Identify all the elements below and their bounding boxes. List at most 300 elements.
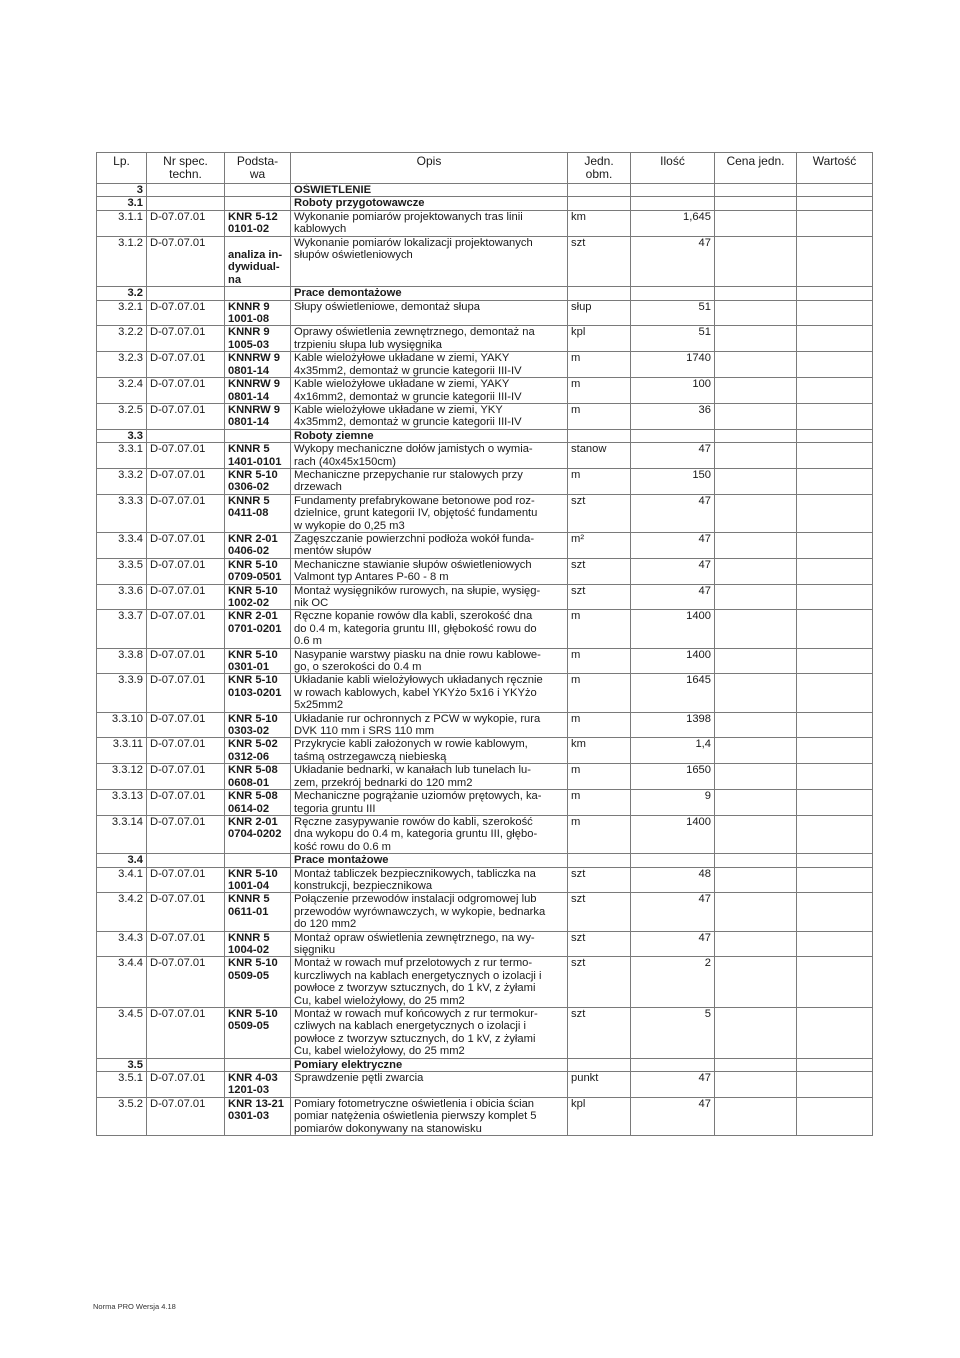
item-podstawa: KNR 5-10 0509-05 — [225, 1008, 291, 1059]
item-ilosc: 47 — [631, 893, 715, 931]
item-cena — [715, 712, 797, 738]
item-ilosc: 100 — [631, 378, 715, 404]
item-ilosc: 1,645 — [631, 210, 715, 236]
section-row — [97, 1058, 873, 1071]
section-ilosc-empty — [631, 197, 715, 210]
item-wartosc — [797, 1008, 873, 1059]
item-opis: Zagęszczanie powierzchni podłoża wokół funda- mentów słupów — [291, 532, 568, 558]
section-jedn-empty — [568, 184, 631, 197]
table-row — [97, 326, 873, 352]
item-ilosc: 1398 — [631, 712, 715, 738]
section-nr-empty — [147, 287, 225, 300]
item-jedn: m — [568, 712, 631, 738]
item-podstawa: KNR 5-08 0608-01 — [225, 764, 291, 790]
item-ilosc: 1650 — [631, 764, 715, 790]
item-cena — [715, 815, 797, 853]
item-jedn: słup — [568, 300, 631, 326]
item-jedn: szt — [568, 1008, 631, 1059]
item-podstawa: KNR 5-10 0103-0201 — [225, 674, 291, 712]
item-lp: 3.5.2 — [97, 1097, 147, 1135]
table-row — [97, 893, 873, 931]
header-nr-spec: Nr spec. techn. — [147, 153, 225, 184]
item-ilosc: 150 — [631, 468, 715, 494]
header-jedn: Jedn. obm. — [568, 153, 631, 184]
item-opis: Sprawdzenie pętli zwarcia — [291, 1072, 568, 1098]
section-ilosc-empty — [631, 1058, 715, 1071]
item-jedn: m — [568, 674, 631, 712]
item-podstawa: analiza in- dywidual- na — [225, 236, 291, 287]
item-ilosc: 47 — [631, 584, 715, 610]
item-cena — [715, 494, 797, 532]
item-ilosc: 47 — [631, 931, 715, 957]
section-cena-empty — [715, 197, 797, 210]
table-row — [97, 584, 873, 610]
section-number: 3.4 — [97, 854, 147, 867]
section-nr-empty — [147, 854, 225, 867]
item-jedn: m — [568, 815, 631, 853]
item-wartosc — [797, 893, 873, 931]
item-lp: 3.3.3 — [97, 494, 147, 532]
item-cena — [715, 236, 797, 287]
item-lp: 3.3.5 — [97, 558, 147, 584]
section-nr-empty — [147, 429, 225, 442]
item-lp: 3.3.6 — [97, 584, 147, 610]
item-wartosc — [797, 378, 873, 404]
item-opis: Ręczne kopanie rowów dla kabli, szerokość dna do 0.4 m, kategoria gruntu III, głębokość rowu do 0.6 m — [291, 610, 568, 648]
section-jedn-empty — [568, 287, 631, 300]
item-cena — [715, 403, 797, 429]
table-row — [97, 236, 873, 287]
item-cena — [715, 867, 797, 893]
section-nr-empty — [147, 197, 225, 210]
item-opis: Mechaniczne przepychanie rur stalowych przy drzewach — [291, 468, 568, 494]
item-lp: 3.2.5 — [97, 403, 147, 429]
item-ilosc: 51 — [631, 300, 715, 326]
item-ilosc: 47 — [631, 1072, 715, 1098]
item-lp: 3.1.1 — [97, 210, 147, 236]
item-nr-spec: D-07.07.01 — [147, 957, 225, 1008]
item-opis: Wykonanie pomiarów projektowanych tras linii kablowych — [291, 210, 568, 236]
item-wartosc — [797, 648, 873, 674]
item-wartosc — [797, 494, 873, 532]
section-podstawa-empty — [225, 854, 291, 867]
item-cena — [715, 610, 797, 648]
section-row — [97, 184, 873, 197]
section-jedn-empty — [568, 854, 631, 867]
section-title: Roboty ziemne — [291, 429, 568, 442]
item-jedn: m — [568, 378, 631, 404]
item-wartosc — [797, 443, 873, 469]
section-cena-empty — [715, 1058, 797, 1071]
item-podstawa: KNNR 5 0411-08 — [225, 494, 291, 532]
section-number: 3.3 — [97, 429, 147, 442]
table-row — [97, 352, 873, 378]
item-lp: 3.3.7 — [97, 610, 147, 648]
item-cena — [715, 532, 797, 558]
item-opis: Oprawy oświetlenia zewnętrznego, demontaż na trzpieniu słupa lub wysięgnika — [291, 326, 568, 352]
item-opis: Mechaniczne pogrążanie uziomów prętowych, ka- tegoria gruntu III — [291, 790, 568, 816]
table-row — [97, 790, 873, 816]
item-podstawa: KNR 5-02 0312-06 — [225, 738, 291, 764]
item-podstawa: KNNR 5 1004-02 — [225, 931, 291, 957]
item-ilosc: 1740 — [631, 352, 715, 378]
header-ilosc: Ilość — [631, 153, 715, 184]
item-podstawa: KNR 5-10 0509-05 — [225, 957, 291, 1008]
item-opis: Układanie rur ochronnych z PCW w wykopie, rura DVK 110 mm i SRS 110 mm — [291, 712, 568, 738]
item-opis: Fundamenty prefabrykowane betonowe pod roz- dzielnice, grunt kategorii IV, objętość fundamentu w wykopie do 0,25 m3 — [291, 494, 568, 532]
item-podstawa: KNR 5-10 0306-02 — [225, 468, 291, 494]
item-ilosc: 51 — [631, 326, 715, 352]
section-cena-empty — [715, 854, 797, 867]
item-wartosc — [797, 300, 873, 326]
item-jedn: m — [568, 610, 631, 648]
section-podstawa-empty — [225, 184, 291, 197]
section-nr-empty — [147, 184, 225, 197]
section-wartosc-empty — [797, 854, 873, 867]
item-opis: Nasypanie warstwy piasku na dnie rowu kablowe- go, o szerokości do 0.4 m — [291, 648, 568, 674]
item-nr-spec: D-07.07.01 — [147, 648, 225, 674]
item-opis: Kable wielożyłowe układane w ziemi, YKY 4x35mm2, demontaż w gruncie kategorii III-IV — [291, 403, 568, 429]
item-cena — [715, 764, 797, 790]
item-cena — [715, 1072, 797, 1098]
section-row — [97, 854, 873, 867]
item-jedn: m — [568, 468, 631, 494]
section-cena-empty — [715, 184, 797, 197]
item-lp: 3.2.1 — [97, 300, 147, 326]
section-title: Prace montażowe — [291, 854, 568, 867]
section-number: 3.2 — [97, 287, 147, 300]
item-cena — [715, 1097, 797, 1135]
item-opis: Przykrycie kabli założonych w rowie kablowym, taśmą ostrzegawczą niebieską — [291, 738, 568, 764]
item-opis: Ręczne zasypywanie rowów do kabli, szerokość dna wykopu do 0.4 m, kategoria gruntu III, głębo- kość rowu do 0.6 m — [291, 815, 568, 853]
item-jedn: szt — [568, 931, 631, 957]
item-nr-spec: D-07.07.01 — [147, 815, 225, 853]
item-podstawa: KNR 5-10 0301-01 — [225, 648, 291, 674]
section-cena-empty — [715, 287, 797, 300]
item-cena — [715, 648, 797, 674]
cost-estimate-table — [96, 152, 873, 1136]
item-cena — [715, 1008, 797, 1059]
item-podstawa: KNR 13-21 0301-03 — [225, 1097, 291, 1135]
item-podstawa: KNR 5-12 0101-02 — [225, 210, 291, 236]
item-wartosc — [797, 815, 873, 853]
item-opis: Układanie bednarki, w kanałach lub tunelach lu- zem, przekrój bednarki do 120 mm2 — [291, 764, 568, 790]
item-wartosc — [797, 738, 873, 764]
item-wartosc — [797, 468, 873, 494]
item-opis: Wykonanie pomiarów lokalizacji projektowanych słupów oświetleniowych — [291, 236, 568, 287]
item-nr-spec: D-07.07.01 — [147, 403, 225, 429]
section-title: Pomiary elektryczne — [291, 1058, 568, 1071]
item-ilosc: 2 — [631, 957, 715, 1008]
item-podstawa: KNR 5-10 0709-0501 — [225, 558, 291, 584]
item-nr-spec: D-07.07.01 — [147, 210, 225, 236]
header-wartosc: Wartość — [797, 153, 873, 184]
item-lp: 3.3.8 — [97, 648, 147, 674]
item-podstawa: KNR 4-03 1201-03 — [225, 1072, 291, 1098]
section-row — [97, 429, 873, 442]
item-ilosc: 47 — [631, 532, 715, 558]
header-podstawa: Podsta- wa — [225, 153, 291, 184]
item-opis: Montaż opraw oświetlenia zewnętrznego, na wy- sięgniku — [291, 931, 568, 957]
item-jedn: m — [568, 403, 631, 429]
item-nr-spec: D-07.07.01 — [147, 867, 225, 893]
table-row — [97, 468, 873, 494]
item-nr-spec: D-07.07.01 — [147, 1072, 225, 1098]
software-footer: Norma PRO Wersja 4.18 — [93, 1302, 176, 1311]
section-podstawa-empty — [225, 429, 291, 442]
section-row — [97, 287, 873, 300]
item-wartosc — [797, 236, 873, 287]
item-nr-spec: D-07.07.01 — [147, 610, 225, 648]
item-podstawa: KNR 5-10 0303-02 — [225, 712, 291, 738]
item-podstawa: KNNR 5 0611-01 — [225, 893, 291, 931]
section-cena-empty — [715, 429, 797, 442]
item-lp: 3.4.2 — [97, 893, 147, 931]
table-row — [97, 931, 873, 957]
item-ilosc: 47 — [631, 1097, 715, 1135]
item-jedn: km — [568, 210, 631, 236]
table-row — [97, 815, 873, 853]
item-cena — [715, 893, 797, 931]
item-lp: 3.3.1 — [97, 443, 147, 469]
item-lp: 3.3.10 — [97, 712, 147, 738]
section-wartosc-empty — [797, 287, 873, 300]
item-cena — [715, 674, 797, 712]
table-row — [97, 1097, 873, 1135]
item-jedn: szt — [568, 558, 631, 584]
item-cena — [715, 210, 797, 236]
item-jedn: szt — [568, 867, 631, 893]
section-number: 3.1 — [97, 197, 147, 210]
item-nr-spec: D-07.07.01 — [147, 712, 225, 738]
item-wartosc — [797, 1097, 873, 1135]
item-podstawa: KNNRW 9 0801-14 — [225, 403, 291, 429]
item-podstawa: KNR 2-01 0704-0202 — [225, 815, 291, 853]
item-podstawa: KNNRW 9 0801-14 — [225, 352, 291, 378]
item-wartosc — [797, 1072, 873, 1098]
section-ilosc-empty — [631, 429, 715, 442]
item-ilosc: 9 — [631, 790, 715, 816]
item-nr-spec: D-07.07.01 — [147, 931, 225, 957]
item-opis: Kable wielożyłowe układane w ziemi, YAKY 4x16mm2, demontaż w gruncie kategorii III-IV — [291, 378, 568, 404]
section-ilosc-empty — [631, 287, 715, 300]
item-jedn: kpl — [568, 1097, 631, 1135]
table-row — [97, 443, 873, 469]
table-row — [97, 300, 873, 326]
table-row — [97, 712, 873, 738]
item-nr-spec: D-07.07.01 — [147, 378, 225, 404]
table-row — [97, 403, 873, 429]
item-ilosc: 47 — [631, 443, 715, 469]
item-podstawa: KNR 5-10 1001-04 — [225, 867, 291, 893]
item-wartosc — [797, 957, 873, 1008]
item-wartosc — [797, 326, 873, 352]
item-nr-spec: D-07.07.01 — [147, 558, 225, 584]
item-podstawa: KNR 2-01 0406-02 — [225, 532, 291, 558]
item-podstawa: KNNR 9 1005-03 — [225, 326, 291, 352]
table-row — [97, 674, 873, 712]
item-opis: Montaż w rowach muf końcowych z rur termokur- czliwych na kablach energetycznych o izolacji i powłoce z tworzyw sztucznych, do 1 kV, z żyłami Cu, kabel wielożyłowy, do 25 mm2 — [291, 1008, 568, 1059]
item-cena — [715, 738, 797, 764]
table-row — [97, 210, 873, 236]
section-wartosc-empty — [797, 197, 873, 210]
item-lp: 3.4.4 — [97, 957, 147, 1008]
item-cena — [715, 957, 797, 1008]
item-ilosc: 47 — [631, 558, 715, 584]
section-title: Prace demontażowe — [291, 287, 568, 300]
item-nr-spec: D-07.07.01 — [147, 352, 225, 378]
item-lp: 3.3.2 — [97, 468, 147, 494]
item-ilosc: 1400 — [631, 815, 715, 853]
item-lp: 3.4.3 — [97, 931, 147, 957]
item-podstawa: KNNR 5 1401-0101 — [225, 443, 291, 469]
item-wartosc — [797, 867, 873, 893]
header-cena: Cena jedn. — [715, 153, 797, 184]
table-row — [97, 957, 873, 1008]
item-cena — [715, 584, 797, 610]
item-ilosc: 1400 — [631, 610, 715, 648]
item-ilosc: 36 — [631, 403, 715, 429]
item-wartosc — [797, 210, 873, 236]
section-wartosc-empty — [797, 1058, 873, 1071]
section-jedn-empty — [568, 197, 631, 210]
item-wartosc — [797, 352, 873, 378]
item-jedn: szt — [568, 236, 631, 287]
item-opis: Słupy oświetleniowe, demontaż słupa — [291, 300, 568, 326]
section-row — [97, 197, 873, 210]
item-wartosc — [797, 610, 873, 648]
item-jedn: szt — [568, 957, 631, 1008]
item-opis: Montaż wysięgników rurowych, na słupie, wysięg- nik OC — [291, 584, 568, 610]
item-lp: 3.3.4 — [97, 532, 147, 558]
section-wartosc-empty — [797, 429, 873, 442]
section-ilosc-empty — [631, 184, 715, 197]
item-opis: Montaż tabliczek bezpiecznikowych, tabliczka na konstrukcji, bezpiecznikowa — [291, 867, 568, 893]
section-jedn-empty — [568, 1058, 631, 1071]
item-nr-spec: D-07.07.01 — [147, 738, 225, 764]
item-opis: Układanie kabli wielożyłowych układanych ręcznie w rowach kablowych, kabel YKYżo 5x16 i YKYżo 5x25mm2 — [291, 674, 568, 712]
table-row — [97, 532, 873, 558]
item-cena — [715, 300, 797, 326]
item-lp: 3.3.13 — [97, 790, 147, 816]
item-ilosc: 5 — [631, 1008, 715, 1059]
item-lp: 3.1.2 — [97, 236, 147, 287]
table-row — [97, 558, 873, 584]
section-podstawa-empty — [225, 197, 291, 210]
item-nr-spec: D-07.07.01 — [147, 1097, 225, 1135]
item-nr-spec: D-07.07.01 — [147, 674, 225, 712]
item-lp: 3.3.9 — [97, 674, 147, 712]
item-cena — [715, 558, 797, 584]
table-row — [97, 378, 873, 404]
item-opis: Mechaniczne stawianie słupów oświetleniowych Valmont typ Antares P-60 - 8 m — [291, 558, 568, 584]
table-row — [97, 738, 873, 764]
table-row — [97, 1008, 873, 1059]
item-nr-spec: D-07.07.01 — [147, 236, 225, 287]
item-nr-spec: D-07.07.01 — [147, 764, 225, 790]
item-wartosc — [797, 403, 873, 429]
item-lp: 3.2.4 — [97, 378, 147, 404]
item-ilosc: 1400 — [631, 648, 715, 674]
table-row — [97, 1072, 873, 1098]
header-opis: Opis — [291, 153, 568, 184]
item-podstawa: KNNR 9 1001-08 — [225, 300, 291, 326]
item-opis: Montaż w rowach muf przelotowych z rur termo- kurczliwych na kablach energetycznych o izolacji i powłoce z tworzyw sztucznych, do 1 kV, z żyłami Cu, kabel wielożyłowy, do 25 mm2 — [291, 957, 568, 1008]
section-title: Roboty przygotowawcze — [291, 197, 568, 210]
item-nr-spec: D-07.07.01 — [147, 494, 225, 532]
item-wartosc — [797, 674, 873, 712]
item-wartosc — [797, 931, 873, 957]
item-ilosc: 47 — [631, 494, 715, 532]
item-jedn: stanow — [568, 443, 631, 469]
section-jedn-empty — [568, 429, 631, 442]
table-row — [97, 610, 873, 648]
item-jedn: punkt — [568, 1072, 631, 1098]
item-nr-spec: D-07.07.01 — [147, 532, 225, 558]
item-nr-spec: D-07.07.01 — [147, 790, 225, 816]
item-lp: 3.3.12 — [97, 764, 147, 790]
item-lp: 3.3.11 — [97, 738, 147, 764]
item-nr-spec: D-07.07.01 — [147, 1008, 225, 1059]
item-jedn: szt — [568, 893, 631, 931]
table-row — [97, 648, 873, 674]
item-cena — [715, 790, 797, 816]
item-jedn: km — [568, 738, 631, 764]
header-lp: Lp. — [97, 153, 147, 184]
item-podstawa: KNR 2-01 0701-0201 — [225, 610, 291, 648]
table-header-row — [97, 153, 873, 184]
item-nr-spec: D-07.07.01 — [147, 468, 225, 494]
item-cena — [715, 326, 797, 352]
item-ilosc: 1,4 — [631, 738, 715, 764]
section-title: OŚWIETLENIE — [291, 184, 568, 197]
item-podstawa: KNR 5-10 1002-02 — [225, 584, 291, 610]
item-lp: 3.5.1 — [97, 1072, 147, 1098]
section-podstawa-empty — [225, 1058, 291, 1071]
table-row — [97, 867, 873, 893]
item-wartosc — [797, 584, 873, 610]
item-cena — [715, 931, 797, 957]
item-opis: Kable wielożyłowe układane w ziemi, YAKY 4x35mm2, demontaż w gruncie kategorii III-IV — [291, 352, 568, 378]
item-opis: Pomiary fotometryczne oświetlenia i obicia ścian pomiar natężenia oświetlenia pierwszy komplet 5 pomiarów dokonywany na stanowisku — [291, 1097, 568, 1135]
item-lp: 3.4.5 — [97, 1008, 147, 1059]
section-nr-empty — [147, 1058, 225, 1071]
item-jedn: szt — [568, 494, 631, 532]
table-row — [97, 764, 873, 790]
item-nr-spec: D-07.07.01 — [147, 893, 225, 931]
item-cena — [715, 352, 797, 378]
item-nr-spec: D-07.07.01 — [147, 326, 225, 352]
item-lp: 3.2.2 — [97, 326, 147, 352]
table-body — [97, 184, 873, 1136]
table-row — [97, 494, 873, 532]
item-opis: Wykopy mechaniczne dołów jamistych o wymia- rach (40x45x150cm) — [291, 443, 568, 469]
item-podstawa: KNR 5-08 0614-02 — [225, 790, 291, 816]
item-nr-spec: D-07.07.01 — [147, 584, 225, 610]
item-nr-spec: D-07.07.01 — [147, 300, 225, 326]
item-jedn: szt — [568, 584, 631, 610]
item-ilosc: 47 — [631, 236, 715, 287]
item-jedn: m — [568, 764, 631, 790]
item-ilosc: 48 — [631, 867, 715, 893]
item-nr-spec: D-07.07.01 — [147, 443, 225, 469]
item-opis: Połączenie przewodów instalacji odgromowej lub przewodów wyrównawczych, w wykopie, bednarka do 120 mm2 — [291, 893, 568, 931]
item-wartosc — [797, 764, 873, 790]
item-jedn: kpl — [568, 326, 631, 352]
item-cena — [715, 443, 797, 469]
item-wartosc — [797, 532, 873, 558]
item-lp: 3.2.3 — [97, 352, 147, 378]
